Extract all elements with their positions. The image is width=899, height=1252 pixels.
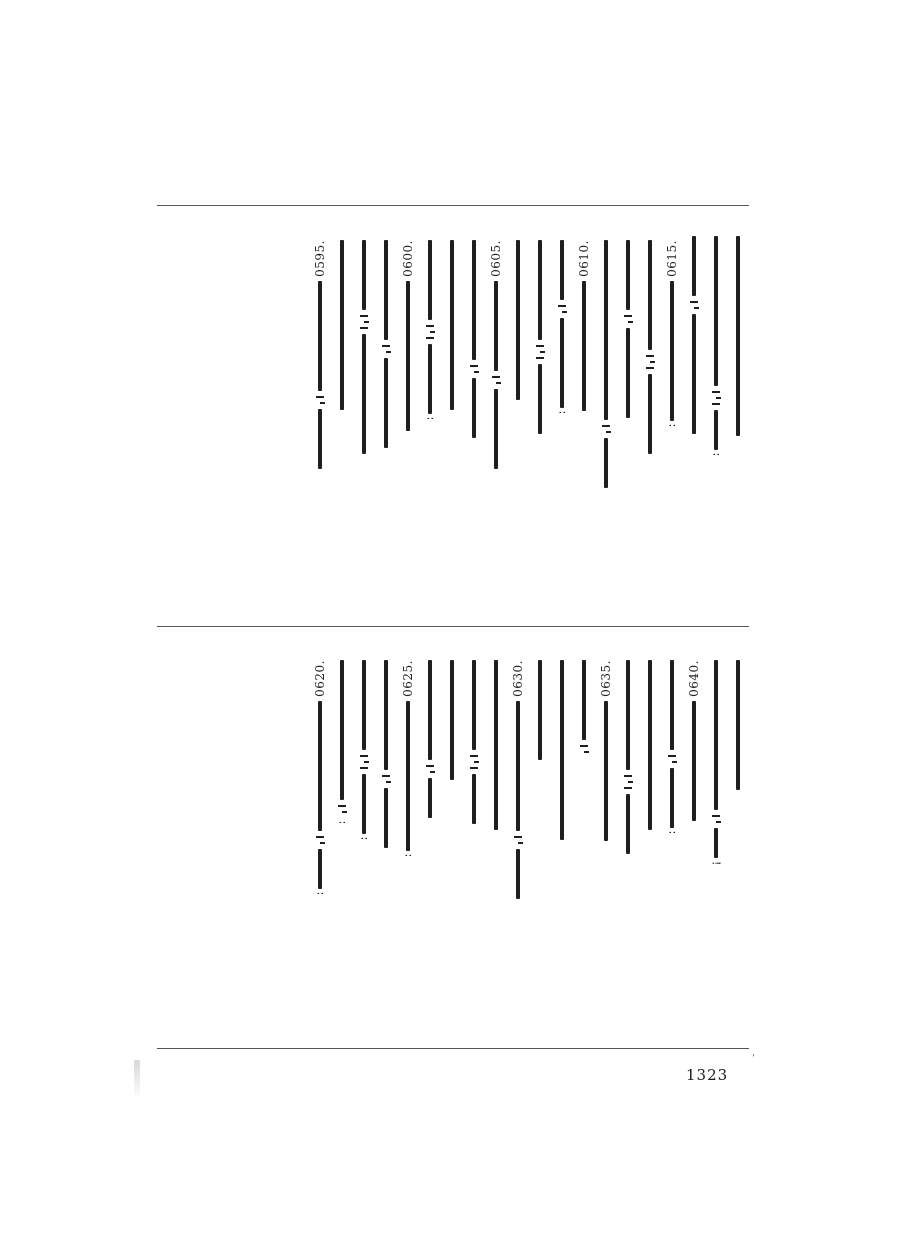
double-dot-punctuation: ∶ (335, 821, 349, 824)
text-column (354, 660, 374, 840)
text-column (464, 240, 484, 438)
top-rule (157, 205, 749, 206)
text-column-numbered (398, 660, 418, 857)
line-number: 0635. (599, 660, 613, 697)
double-dot-punctuation: ∶ (357, 837, 371, 840)
double-dot-punctuation: ∶ (665, 423, 679, 427)
scan-edge-shadow (134, 1060, 140, 1100)
text-column-numbered (596, 660, 616, 841)
text-column (552, 240, 572, 414)
text-column (332, 240, 352, 410)
text-column-numbered (486, 240, 506, 469)
bottom-rule (157, 1048, 749, 1049)
text-column (574, 660, 594, 758)
text-column-numbered (398, 240, 418, 431)
text-column (662, 660, 682, 834)
text-column (486, 660, 506, 830)
double-dot-punctuation: ∶ (423, 417, 437, 420)
text-column (376, 240, 396, 448)
text-column-numbered (574, 240, 594, 411)
text-column (728, 660, 748, 790)
double-dot-punctuation: ∶ (665, 831, 679, 834)
text-column (442, 660, 462, 780)
double-dot-punctuation: ∶ (313, 891, 327, 895)
text-column-numbered (684, 660, 704, 821)
text-column (706, 236, 726, 456)
text-column (640, 660, 660, 830)
text-column (420, 240, 440, 420)
line-number: 0605. (489, 240, 503, 277)
middle-rule (157, 626, 749, 627)
text-column (618, 660, 638, 854)
text-column (530, 240, 550, 434)
text-column (464, 660, 484, 824)
line-number: 0610. (577, 240, 591, 277)
text-column (706, 660, 726, 865)
line-number: 0600. (401, 240, 415, 277)
line-number: 0625. (401, 660, 415, 697)
text-column (618, 240, 638, 418)
text-column-numbered (662, 240, 682, 427)
double-dot-punctuation: ∶ (709, 453, 723, 456)
margin-tick-mark: , (752, 1047, 756, 1058)
double-dot-punctuation: ∶ (401, 853, 415, 857)
text-column-numbered (310, 240, 330, 469)
text-column (376, 660, 396, 848)
text-column-numbered (310, 660, 330, 895)
text-column (420, 660, 440, 818)
text-column (508, 240, 528, 400)
text-column-numbered (508, 660, 528, 899)
text-column (640, 240, 660, 454)
exclamation-punctuation: ! (709, 861, 723, 866)
text-column (728, 236, 748, 436)
page-number: 1323 (686, 1066, 729, 1084)
text-column (530, 660, 550, 760)
line-number: 0595. (313, 240, 327, 277)
text-column (442, 240, 462, 410)
text-column (354, 240, 374, 454)
line-number: 0615. (665, 240, 679, 277)
text-column (596, 240, 616, 488)
text-column (684, 236, 704, 434)
text-column (332, 660, 352, 824)
line-number: 0640. (687, 660, 701, 697)
double-dot-punctuation: ∶ (555, 411, 569, 414)
line-number: 0620. (313, 660, 327, 697)
line-number: 0630. (511, 660, 525, 697)
text-column (552, 660, 572, 840)
